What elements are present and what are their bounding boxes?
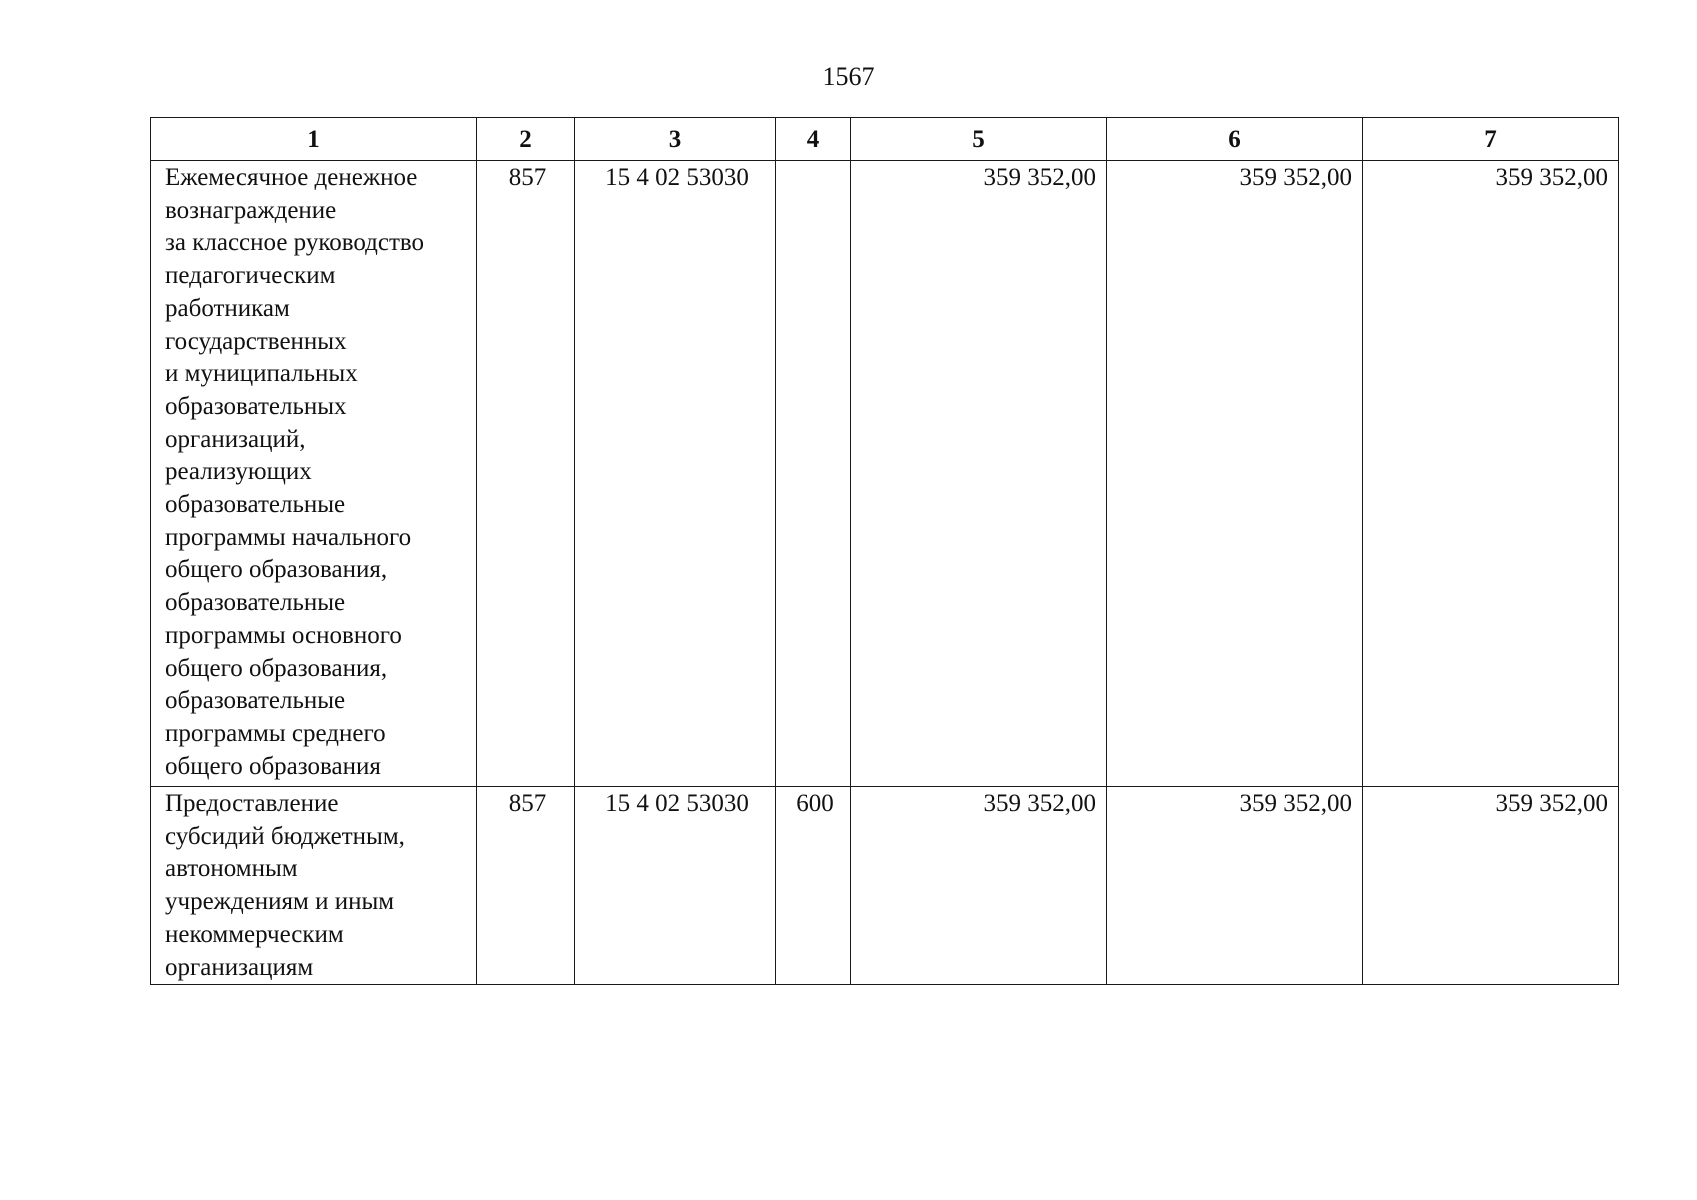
row-name-line: некоммерческим: [165, 920, 344, 948]
amount-cell-5: 359 352,00: [851, 161, 1107, 787]
column-header-5: 5: [851, 118, 1107, 161]
table-row: [151, 161, 1619, 787]
row-name-line: педагогическим: [165, 262, 336, 290]
row-name-line: образовательные: [165, 687, 346, 715]
row-name-line: организациям: [165, 953, 314, 981]
row-name-line: организаций,: [165, 425, 306, 453]
row-name-line: общего образования: [165, 752, 381, 780]
row-name-line: реализующих: [165, 458, 312, 486]
budget-table: [150, 117, 1619, 985]
header-row: [151, 118, 1619, 161]
column-header-7: 7: [1363, 118, 1619, 161]
row-name-line: работникам: [165, 294, 290, 322]
row-name-line: образовательные: [165, 491, 346, 519]
column-header-1: 1: [151, 118, 477, 161]
row-name-line: автономным: [165, 855, 298, 883]
expense-type-cell: [776, 161, 851, 787]
row-name-line: вознаграждение: [165, 196, 337, 224]
row-name-cell: [151, 787, 477, 985]
column-header-6: 6: [1107, 118, 1363, 161]
expense-type-cell: 600: [776, 787, 851, 985]
section-code-cell: 857: [477, 161, 575, 787]
page-number: 1567: [822, 62, 875, 91]
row-name-cell: [151, 161, 477, 787]
row-name-line: государственных: [165, 327, 347, 355]
section-code-cell: 857: [477, 787, 575, 985]
amount-cell-6: 359 352,00: [1107, 787, 1363, 985]
column-header-4: 4: [776, 118, 851, 161]
row-name-line: образовательные: [165, 589, 346, 617]
column-header-2: 2: [477, 118, 575, 161]
row-name-line: общего образования,: [165, 654, 388, 682]
target-article-cell: 15 4 02 53030: [575, 161, 776, 787]
target-article-cell: 15 4 02 53030: [575, 787, 776, 985]
row-name-line: программы среднего: [165, 719, 386, 747]
row-name-line: программы основного: [165, 621, 402, 649]
row-name-line: субсидий бюджетным,: [165, 822, 405, 850]
amount-cell-7: 359 352,00: [1363, 161, 1619, 787]
amount-cell-5: 359 352,00: [851, 787, 1107, 985]
row-name-line: Ежемесячное денежное: [165, 164, 418, 191]
column-header-3: 3: [575, 118, 776, 161]
row-name-line: и муниципальных: [165, 360, 358, 388]
row-name-line: Предоставление: [165, 790, 339, 817]
row-name-line: учреждениям и иным: [165, 888, 395, 916]
row-name-line: за классное руководство: [165, 229, 424, 257]
row-name-line: общего образования,: [165, 556, 388, 584]
row-name-line: образовательных: [165, 392, 347, 420]
amount-cell-6: 359 352,00: [1107, 161, 1363, 787]
row-name-line: программы начального: [165, 523, 412, 551]
table-row: [151, 787, 1619, 985]
amount-cell-7: 359 352,00: [1363, 787, 1619, 985]
